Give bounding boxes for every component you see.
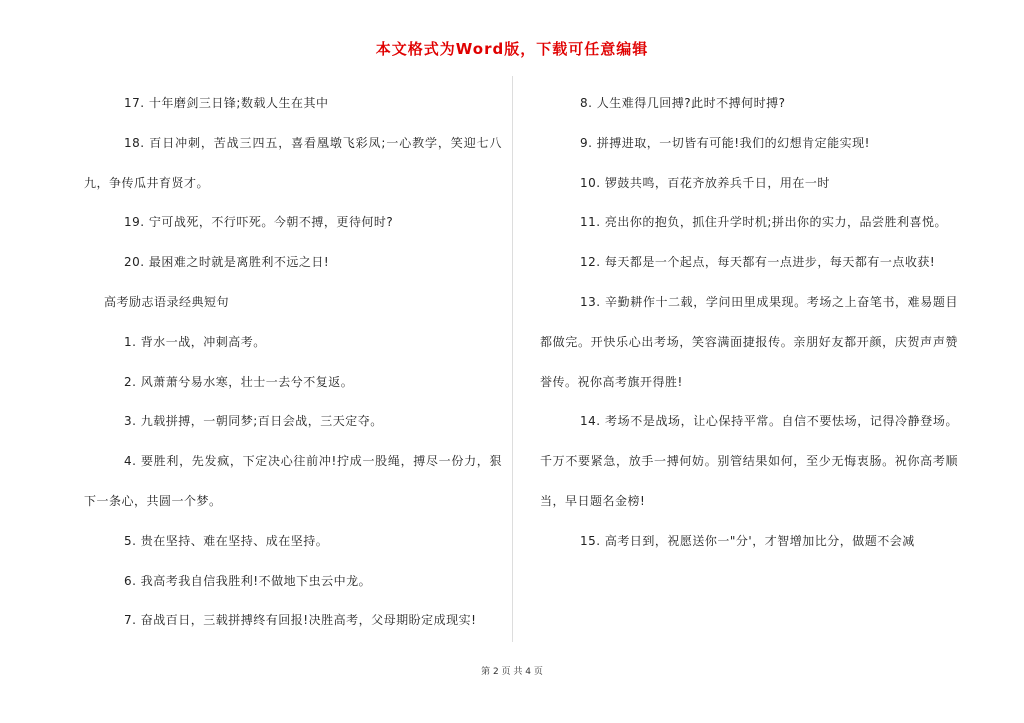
list-item-3: 3. 九载拼搏，一朝同梦;百日会战，三天定夺。 <box>124 414 383 429</box>
left-column <box>84 84 502 641</box>
list-item-4: 4. 要胜利，先发疯，下定决心往前冲!拧成一股绳，搏尽一份力，狠下一条心，共圆一个梦。 <box>84 454 502 508</box>
list-item-11: 11. 亮出你的抱负，抓住升学时机;拼出你的实力，品尝胜利喜悦。 <box>580 215 947 230</box>
list-item-18: 18. 百日冲刺，苦战三四五，喜看凰墩飞彩凤;一心教学，笑迎七八九，争传瓜井育贤才。 <box>84 135 502 190</box>
list-item-15: 15. 高考日到，祝愿送你一"分'，才智增加比分，做题不会减 <box>580 533 915 548</box>
list-item-17: 17. 十年磨剑三日锋;数载人生在其中 <box>124 96 329 110</box>
right-column <box>540 84 958 562</box>
list-item-12: 12. 每天都是一个起点，每天都有一点进步，每天都有一点收获! <box>580 255 936 270</box>
page-number-footer: 第 2 页 共 4 页 <box>481 667 543 677</box>
list-item-7: 7. 奋战百日，三载拼搏终有回报!决胜高考，父母期盼定成现实! <box>124 613 477 628</box>
list-item-6: 6. 我高考我自信我胜利!不做地下虫云中龙。 <box>124 573 372 588</box>
list-item-5: 5. 贵在坚持、难在坚持、成在坚持。 <box>124 533 329 548</box>
list-item-9: 9. 拼搏进取，一切皆有可能!我们的幻想肯定能实现! <box>580 135 870 150</box>
list-item-20: 20. 最困难之时就是离胜利不远之日! <box>124 255 330 270</box>
list-item-8: 8. 人生难得几回搏?此时不搏何时搏? <box>580 96 786 110</box>
list-item-10: 10. 锣鼓共鸣，百花齐放养兵千日，用在一时 <box>580 175 830 190</box>
list-item-2: 2. 风萧萧兮易水寒，壮士一去兮不复返。 <box>124 374 354 389</box>
list-item-14: 14. 考场不是战场，让心保持平常。自信不要怯场，记得冷静登场。千万不要紧急，放手一搏何妨。别管结果如何，至少无悔衷肠。祝你高考顺当，早日题名金榜! <box>540 414 958 508</box>
column-divider <box>512 76 513 642</box>
list-item-19: 19. 宁可战死，不行吓死。今朝不搏，更待何时? <box>124 215 394 230</box>
list-item-13: 13. 辛勤耕作十二载，学问田里成果现。考场之上奋笔书，难易题目都做完。开快乐心出考场，笑容满面捷报传。亲朋好友都开颜，庆贺声声赞誉传。祝你高考旗开得胜! <box>540 294 958 389</box>
section-heading: 高考励志语录经典短句 <box>104 294 230 309</box>
document-header: 本文格式为Word版，下载可任意编辑 <box>375 40 649 58</box>
list-item-1: 1. 背水一战，冲刺高考。 <box>124 334 266 349</box>
